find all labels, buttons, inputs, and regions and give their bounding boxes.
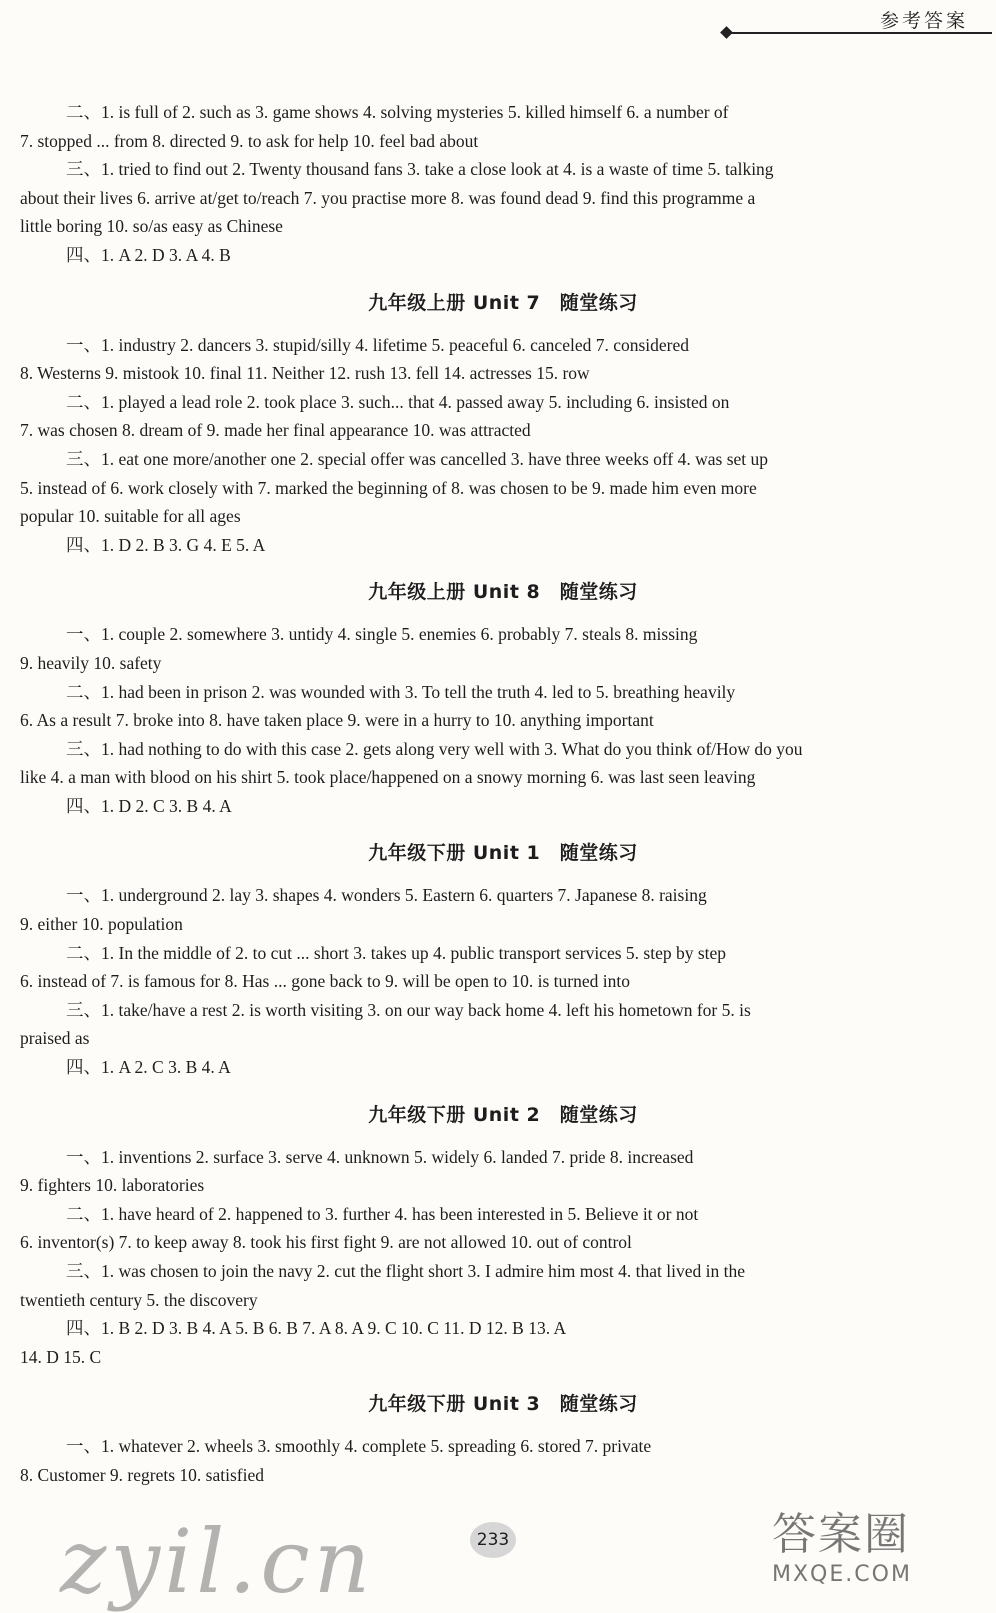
unit-title: 九年级下册 Unit 3 随堂练习 (368, 1393, 638, 1416)
answer-line: 三、1. was chosen to join the navy 2. cut the flight short 3. I admire him most 4. that lived in the (66, 1261, 745, 1281)
answer-line: 6. inventor(s) 7. to keep away 8. took his first fight 9. are not allowed 10. out of control (20, 1232, 632, 1253)
answer-line: 四、1. D 2. C 3. B 4. A (66, 795, 232, 816)
answer-line: 四、1. D 2. B 3. G 4. E 5. A (66, 534, 266, 555)
logo-text-big: 答案圈 (772, 1509, 910, 1560)
answer-line: 一、1. inventions 2. surface 3. serve 4. unknown 5. widely 6. landed 7. pride 8. increased (66, 1146, 694, 1167)
page-number: 233 (470, 1522, 516, 1558)
answer-content (20, 98, 986, 1490)
unit-section (20, 288, 986, 560)
answer-line: little boring 10. so/as easy as Chinese (20, 216, 283, 237)
unit-title: 九年级下册 Unit 2 随堂练习 (368, 1103, 638, 1126)
answer-line: 7. stopped ... from 8. directed 9. to ask for help 10. feel bad about (20, 130, 479, 151)
answer-line: 四、1. B 2. D 3. B 4. A 5. B 6. B 7. A 8. A 9. C 10. C 11. D 12. B 13. A (66, 1318, 567, 1339)
answer-line: 9. fighters 10. laboratories (20, 1175, 205, 1196)
answer-line: about their lives 6. arrive at/get to/reach 7. you practise more 8. was found dead 9. find this programme a (20, 187, 756, 208)
unit-section (20, 838, 986, 1081)
answer-line: popular 10. suitable for all ages (20, 506, 241, 527)
logo-text-small: MXQE.COM (772, 1562, 912, 1587)
answer-line: 四、1. A 2. C 3. B 4. A (66, 1057, 231, 1078)
site-logo (772, 1498, 972, 1587)
unit-section (20, 1389, 986, 1489)
answer-line: 5. instead of 6. work closely with 7. marked the beginning of 8. was chosen to be 9. made him even more (20, 477, 757, 498)
answer-line: praised as (20, 1028, 90, 1049)
answer-line: 8. Westerns 9. mistook 10. final 11. Neither 12. rush 13. fell 14. actresses 15. row (20, 363, 590, 384)
answer-line: 三、1. had nothing to do with this case 2. gets along very well with 3. What do you think of/How do you (66, 738, 803, 759)
answer-line: 8. Customer 9. regrets 10. satisfied (20, 1464, 264, 1485)
answer-line: 二、1. have heard of 2. happened to 3. further 4. has been interested in 5. Believe it or not (66, 1203, 699, 1224)
answer-line: 一、1. whatever 2. wheels 3. smoothly 4. complete 5. spreading 6. stored 7. private (66, 1436, 652, 1457)
answer-line: 14. D 15. C (20, 1346, 102, 1367)
answer-line: 二、1. is full of 2. such as 3. game shows 4. solving mysteries 5. killed himself 6. a number of (66, 102, 729, 122)
unit-title: 九年级下册 Unit 1 随堂练习 (368, 842, 638, 865)
answer-line: 三、1. tried to find out 2. Twenty thousand fans 3. take a close look at 4. is a waste of time 5. talking (66, 159, 774, 180)
unit-title: 九年级上册 Unit 8 随堂练习 (368, 581, 638, 604)
unit-sections (20, 288, 986, 1490)
answer-line: twentieth century 5. the discovery (20, 1289, 258, 1310)
answer-line: 9. either 10. population (20, 914, 183, 935)
answer-line: 四、1. A 2. D 3. A 4. B (66, 244, 231, 265)
answer-line: 9. heavily 10. safety (20, 652, 162, 673)
unit-title: 九年级上册 Unit 7 随堂练习 (368, 291, 638, 314)
answer-line: 6. instead of 7. is famous for 8. Has ... gone back to 9. will be open to 10. is turned into (20, 971, 630, 992)
answer-line: 7. was chosen 8. dream of 9. made her final appearance 10. was attracted (20, 420, 531, 441)
top-section (20, 98, 986, 270)
answer-line: 6. As a result 7. broke into 8. have taken place 9. were in a hurry to 10. anything important (20, 710, 654, 731)
answer-line: 二、1. had been in prison 2. was wounded with 3. To tell the truth 4. led to 5. breathing heavily (66, 681, 736, 702)
answer-line: 二、1. In the middle of 2. to cut ... short 3. takes up 4. public transport services 5. step by step (66, 942, 727, 963)
answer-line: like 4. a man with blood on his shirt 5. took place/happened on a snowy morning 6. was last seen leaving (20, 767, 756, 788)
unit-section (20, 1100, 986, 1372)
page-header-title: 参考答案 (880, 10, 969, 32)
answer-line: 二、1. played a lead role 2. took place 3. such... that 4. passed away 5. including 6. insisted on (66, 391, 730, 412)
answer-line: 一、1. couple 2. somewhere 3. untidy 4. single 5. enemies 6. probably 7. steals 8. missing (66, 624, 698, 645)
answer-line: 一、1. industry 2. dancers 3. stupid/silly 4. lifetime 5. peaceful 6. canceled 7. considered (66, 334, 690, 355)
watermark: zyil.cn (60, 1510, 375, 1613)
answer-line: 三、1. eat one more/another one 2. special offer was cancelled 3. have three weeks off 4. was set up (66, 448, 769, 469)
unit-section (20, 577, 986, 820)
answer-line: 一、1. underground 2. lay 3. shapes 4. wonders 5. Eastern 6. quarters 7. Japanese 8. raising (66, 885, 707, 906)
answer-line: 三、1. take/have a rest 2. is worth visiting 3. on our way back home 4. left his hometown for 5. is (66, 999, 751, 1020)
